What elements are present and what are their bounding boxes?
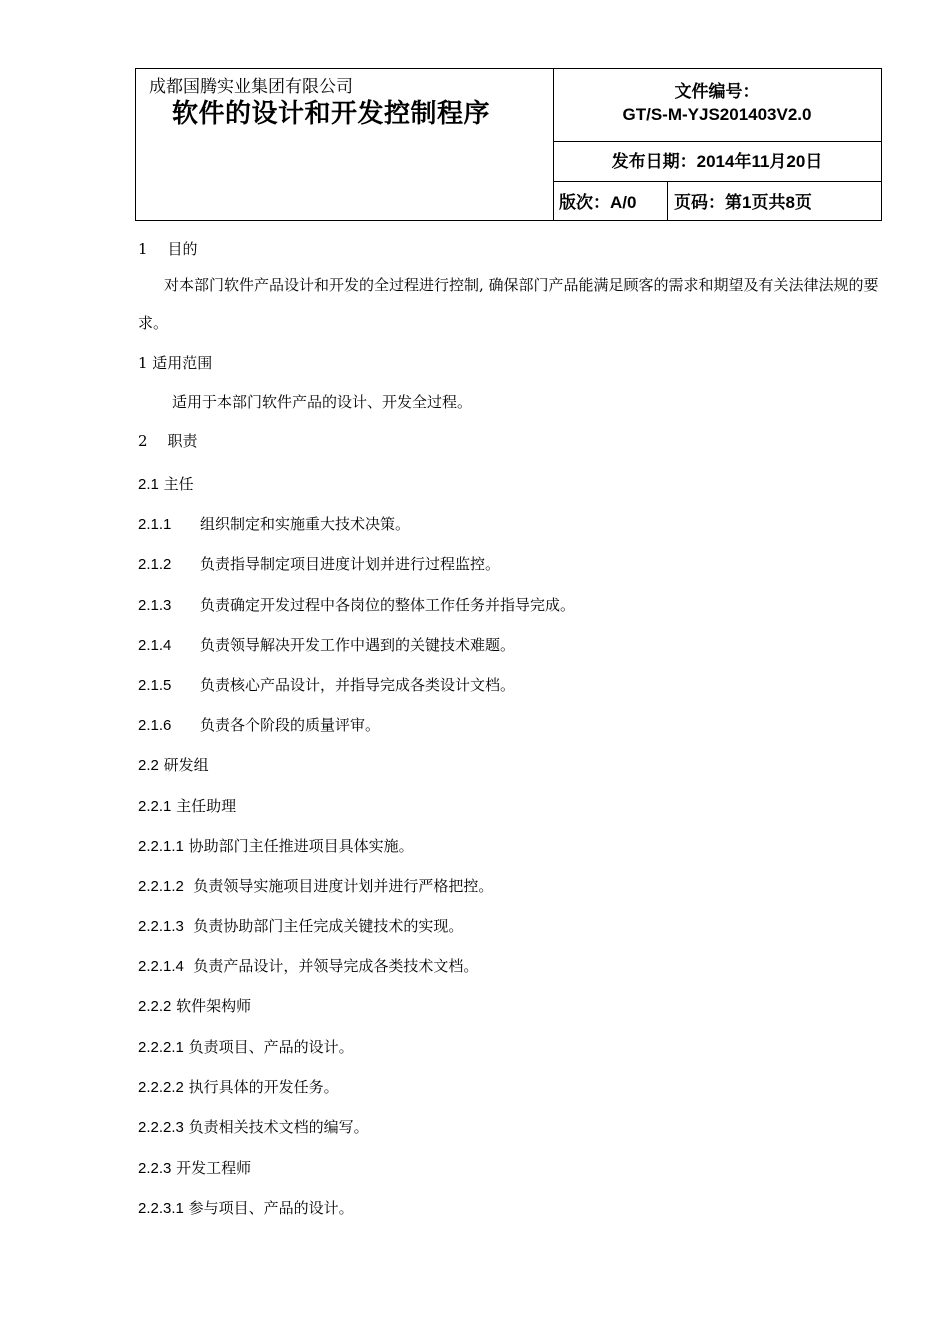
list-item — [138, 915, 463, 936]
subsection-heading — [138, 795, 236, 816]
item-number: 2.2.2.2 — [138, 1079, 184, 1096]
page-number: 页码：第1页共8页 — [674, 193, 812, 212]
section-number: 2 — [138, 432, 148, 450]
list-item — [138, 1076, 339, 1097]
company-name: 成都国腾实业集团有限公司 — [149, 77, 353, 97]
paragraph: 适用于本部门软件产品的设计、开发全过程。 — [172, 393, 473, 411]
item-text: 负责领导解决开发工作中遇到的关键技术难题。 — [200, 636, 516, 654]
divider — [667, 181, 668, 220]
item-text: 负责指导制定项目进度计划并进行过程监控。 — [200, 555, 501, 573]
document-header-table — [135, 68, 882, 221]
list-item — [138, 955, 478, 976]
subsection-title: 主任 — [163, 475, 194, 493]
item-number: 2.2.3.1 — [138, 1200, 184, 1217]
subsection-heading — [138, 754, 209, 775]
item-text: 负责确定开发过程中各岗位的整体工作任务并指导完成。 — [200, 596, 576, 614]
section-title: 目的 — [167, 240, 198, 258]
subsection-number: 2.2 — [138, 757, 159, 774]
divider — [553, 181, 881, 182]
subsection-number: 2.2.2 — [138, 998, 172, 1015]
subsection-title: 软件架构师 — [176, 997, 252, 1015]
list-item — [138, 1116, 369, 1137]
item-number: 2.2.2.1 — [138, 1039, 184, 1056]
item-text: 负责各个阶段的质量评审。 — [200, 716, 381, 734]
subsection-heading — [138, 1157, 251, 1178]
list-item — [138, 553, 500, 574]
section-title: 职责 — [167, 432, 198, 450]
item-number: 2.2.1.1 — [138, 838, 184, 855]
subsection-title: 主任助理 — [176, 797, 237, 815]
document-title: 软件的设计和开发控制程序 — [172, 99, 491, 129]
section-heading — [138, 430, 198, 451]
list-item — [138, 875, 493, 896]
version: 版次：A/0 — [559, 193, 637, 212]
section-number: 1 — [138, 240, 148, 258]
item-number: 2.2.1.2 — [138, 878, 184, 895]
section-heading: 1 适用范围 — [138, 354, 213, 372]
subsection-heading — [138, 995, 251, 1016]
item-number: 2.1.5 — [138, 677, 172, 694]
divider — [553, 141, 881, 142]
release-date: 发布日期：2014年11月20日 — [611, 152, 823, 171]
item-number: 2.1.3 — [138, 597, 172, 614]
file-number-label: 文件编号： — [674, 82, 760, 101]
item-text: 负责产品设计，并领导完成各类技术文档。 — [193, 957, 479, 975]
subsection-title: 开发工程师 — [176, 1159, 252, 1177]
list-item — [138, 1197, 354, 1218]
item-text: 负责领导实施项目进度计划并进行严格把控。 — [193, 877, 494, 895]
item-text: 负责协助部门主任完成关键技术的实现。 — [193, 917, 464, 935]
item-number: 2.1.1 — [138, 516, 172, 533]
subsection-number: 2.2.1 — [138, 798, 172, 815]
list-item — [138, 714, 380, 735]
item-text: 组织制定和实施重大技术决策。 — [200, 515, 411, 533]
list-item — [138, 594, 575, 615]
item-text: 负责核心产品设计，并指导完成各类设计文档。 — [200, 676, 516, 694]
item-number: 2.2.1.4 — [138, 958, 184, 975]
list-item — [138, 634, 515, 655]
item-number: 2.1.4 — [138, 637, 172, 654]
item-text: 负责项目、产品的设计。 — [188, 1038, 354, 1056]
file-number-value: GT/S-M-YJS201403V2.0 — [622, 105, 812, 124]
item-number: 2.2.2.3 — [138, 1119, 184, 1136]
item-text: 协助部门主任推进项目具体实施。 — [188, 837, 414, 855]
item-text: 执行具体的开发任务。 — [188, 1078, 339, 1096]
list-item — [138, 1036, 354, 1057]
item-number: 2.1.2 — [138, 556, 172, 573]
item-text: 负责相关技术文档的编写。 — [188, 1118, 369, 1136]
subsection-heading — [138, 473, 194, 494]
item-number: 2.2.1.3 — [138, 918, 184, 935]
list-item — [138, 835, 414, 856]
subsection-title: 研发组 — [163, 756, 209, 774]
section-heading — [138, 238, 198, 259]
list-item — [138, 513, 410, 534]
item-text: 参与项目、产品的设计。 — [188, 1199, 354, 1217]
item-number: 2.1.6 — [138, 717, 172, 734]
paragraph: 对本部门软件产品设计和开发的全过程进行控制, 确保部门产品能满足顾客的需求和期望及有关法律法规的要求。 — [138, 276, 879, 332]
subsection-number: 2.2.3 — [138, 1160, 172, 1177]
subsection-number: 2.1 — [138, 476, 159, 493]
list-item — [138, 674, 515, 695]
